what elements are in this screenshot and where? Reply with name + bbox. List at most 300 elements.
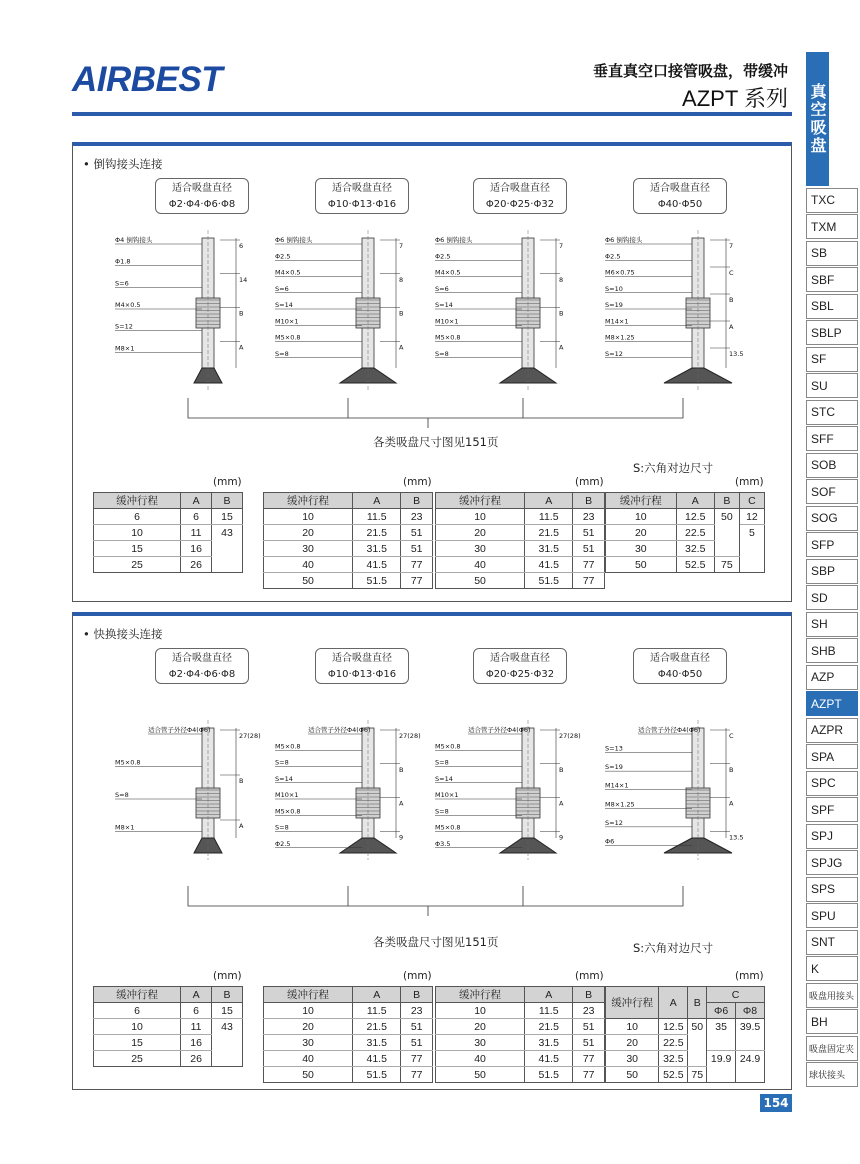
- table-cell: 51: [401, 525, 433, 541]
- table-row: [606, 525, 765, 541]
- table-row: [264, 1067, 433, 1083]
- sidebar-item-22[interactable]: SPC: [806, 771, 858, 796]
- callout-label: M5×0.8: [275, 807, 301, 816]
- callout-label: M5×0.8: [435, 823, 461, 832]
- part-diagram-2: [433, 688, 583, 868]
- table-row: [606, 1035, 765, 1051]
- table-cell: 10: [606, 509, 677, 525]
- table-cell: 10: [436, 509, 525, 525]
- table-row: [606, 1019, 765, 1035]
- sidebar-item-29[interactable]: K: [806, 956, 858, 981]
- part-drawing: [664, 230, 732, 390]
- table-cell: 26: [181, 557, 212, 573]
- dimension-label: A: [239, 343, 244, 352]
- sidebar-item-6[interactable]: SF: [806, 347, 858, 372]
- dimension-label: 7: [729, 242, 734, 250]
- table-header: A: [353, 493, 401, 509]
- table-cell: 40: [264, 557, 353, 573]
- dimension-label: B: [239, 309, 244, 318]
- table-row: [94, 1051, 243, 1067]
- spec-table: [605, 492, 765, 573]
- table-row: [94, 557, 243, 573]
- callout-label: M8×1.25: [605, 333, 635, 342]
- table-cell: 5: [739, 525, 764, 541]
- table-header: C: [739, 493, 764, 509]
- part-drawing: [340, 230, 396, 390]
- spec-table: [435, 986, 605, 1083]
- sidebar-item-21[interactable]: SPA: [806, 744, 858, 769]
- table-cell: 41.5: [525, 1051, 573, 1067]
- table-row: [436, 541, 605, 557]
- callout-label: 适合管子外径Φ4(Φ6): [638, 726, 701, 734]
- callout-label: M8×1.25: [605, 800, 635, 809]
- page-ref-note: 各类吸盘尺寸图见151页: [373, 435, 499, 449]
- size-box-line1: 适合吸盘直径: [172, 653, 232, 664]
- table-row: [436, 573, 605, 589]
- sidebar-item-2[interactable]: SB: [806, 241, 858, 266]
- table-row: [606, 1051, 765, 1067]
- part-drawing: [500, 720, 556, 860]
- table-header: 缓冲行程: [264, 493, 353, 509]
- table-cell: [714, 525, 739, 541]
- table-cell: 50: [436, 573, 525, 589]
- callout-label: M14×1: [605, 317, 629, 326]
- dimension-label: B: [399, 309, 404, 318]
- page-number: 154: [760, 1094, 792, 1112]
- table-cell: 15: [212, 1003, 243, 1019]
- table-cell: 52.5: [659, 1067, 688, 1083]
- hex-note: S:六角对边尺寸: [633, 461, 714, 475]
- table-cell: 25: [94, 557, 181, 573]
- callout-label: S=10: [605, 284, 623, 293]
- part-diagram-3: [603, 688, 753, 868]
- size-box-line1: 适合吸盘直径: [650, 183, 710, 194]
- dimension-label: B: [729, 765, 734, 774]
- sidebar-item-3[interactable]: SBF: [806, 267, 858, 292]
- table-cell: [212, 541, 243, 557]
- table-row: [264, 509, 433, 525]
- sidebar-item-8[interactable]: STC: [806, 400, 858, 425]
- part-drawing: [340, 720, 396, 860]
- table-cell: 23: [573, 509, 605, 525]
- table-row: [436, 1019, 605, 1035]
- callout-label: M4×0.5: [275, 268, 301, 277]
- table-cell: 75: [688, 1067, 707, 1083]
- unit-label: (mm): [575, 970, 604, 982]
- dimension-label: 13.5: [729, 833, 744, 842]
- table-cell: [714, 541, 739, 557]
- sidebar-item-33[interactable]: 球状接头: [806, 1062, 858, 1087]
- sidebar-item-4[interactable]: SBL: [806, 294, 858, 319]
- table-cell: 20: [606, 1035, 659, 1051]
- table-cell: 77: [573, 573, 605, 589]
- table-cell: 16: [181, 1035, 212, 1051]
- table-cell: 41.5: [353, 557, 401, 573]
- table-cell: 31.5: [353, 1035, 401, 1051]
- callout-label: M8×1: [115, 823, 135, 832]
- table-cell: 51: [573, 1019, 605, 1035]
- callout-label: M10×1: [435, 317, 459, 326]
- table-cell: 22.5: [676, 525, 714, 541]
- table-cell: 51: [401, 1019, 433, 1035]
- table-cell: 10: [94, 525, 181, 541]
- callout-label: M5×0.8: [115, 758, 141, 767]
- callout-label: S=19: [605, 763, 623, 772]
- callout-label: M6×0.75: [605, 268, 635, 277]
- sidebar-item-32[interactable]: 吸盘固定夹: [806, 1036, 858, 1061]
- dimension-label: A: [239, 822, 244, 830]
- sidebar-list: [806, 188, 858, 1088]
- dimension-label: 13.5: [729, 350, 744, 358]
- part-diagram-2: [433, 218, 583, 398]
- sidebar-item-11[interactable]: SOF: [806, 479, 858, 504]
- table-cell: 12.5: [676, 509, 714, 525]
- table-header: B: [212, 987, 243, 1003]
- sidebar-item-20[interactable]: AZPR: [806, 718, 858, 743]
- size-box-3: [633, 648, 727, 684]
- table-cell: 30: [264, 1035, 353, 1051]
- sidebar-item-25[interactable]: SPJG: [806, 850, 858, 875]
- table-cell: 24.9: [736, 1051, 765, 1067]
- table-cell: 50: [606, 1067, 659, 1083]
- size-box-line1: 适合吸盘直径: [650, 653, 710, 664]
- callout-label: S=12: [115, 322, 133, 331]
- table-cell: 15: [94, 1035, 181, 1051]
- callout-label: S=14: [275, 774, 293, 783]
- sidebar-item-15[interactable]: SD: [806, 585, 858, 610]
- table-row: [606, 541, 765, 557]
- table-cell: [688, 1035, 707, 1051]
- table-row: [94, 1035, 243, 1051]
- sidebar-item-5[interactable]: SBLP: [806, 320, 858, 345]
- sidebar: [806, 52, 858, 1087]
- size-box-line2: Φ20·Φ25·Φ32: [485, 669, 555, 680]
- sidebar-item-24[interactable]: SPJ: [806, 824, 858, 849]
- dimension-label: 7: [559, 242, 564, 250]
- table-cell: 40: [436, 1051, 525, 1067]
- table-row: [94, 525, 243, 541]
- table-cell: [736, 1067, 765, 1083]
- table-header: A: [181, 493, 212, 509]
- dimension-label: C: [729, 732, 734, 740]
- callout-label: S=6: [435, 284, 449, 293]
- table-cell: 77: [573, 557, 605, 573]
- spec-table: [435, 492, 605, 589]
- table-row: [606, 557, 765, 573]
- unit-label: (mm): [213, 476, 242, 488]
- table-cell: 12: [739, 509, 764, 525]
- table-cell: 20: [264, 525, 353, 541]
- section-label: • 倒钩接头连接: [83, 157, 163, 171]
- unit-label: (mm): [735, 476, 764, 488]
- table-cell: [739, 541, 764, 557]
- size-box-line2: Φ2·Φ4·Φ6·Φ8: [168, 199, 236, 210]
- table-header: B: [573, 987, 605, 1003]
- unit-label: (mm): [735, 970, 764, 982]
- table-cell: 77: [401, 573, 433, 589]
- dimension-label: 8: [559, 275, 564, 284]
- callout-label: M10×1: [275, 317, 299, 326]
- sidebar-item-9[interactable]: SFF: [806, 426, 858, 451]
- callout-label: S=14: [275, 301, 293, 309]
- table-row: [94, 509, 243, 525]
- part-diagram-0: [113, 688, 263, 868]
- dimension-label: B: [729, 296, 734, 304]
- table-cell: 11.5: [353, 509, 401, 525]
- callout-label: Φ4 倒钩接头: [115, 236, 153, 244]
- table-header: 缓冲行程: [94, 987, 181, 1003]
- callout-label: Φ3.5: [435, 839, 451, 848]
- spec-table: [605, 986, 765, 1083]
- table-header: 缓冲行程: [606, 493, 677, 509]
- table-row: [264, 541, 433, 557]
- dimension-label: 14: [239, 275, 248, 284]
- size-box-1: [315, 178, 409, 214]
- unit-label: (mm): [403, 476, 432, 488]
- table-cell: 30: [606, 541, 677, 557]
- table-cell: 77: [401, 1067, 433, 1083]
- size-box-line1: 适合吸盘直径: [490, 183, 550, 194]
- table-cell: 11.5: [353, 1003, 401, 1019]
- table-cell: 31.5: [353, 541, 401, 557]
- table-header: B: [401, 987, 433, 1003]
- header-divider: [72, 112, 792, 116]
- size-box-line1: 适合吸盘直径: [490, 653, 550, 664]
- table-row: [606, 1067, 765, 1083]
- brand-logo: AIRBEST: [72, 60, 223, 99]
- unit-label: (mm): [213, 970, 242, 982]
- table-cell: 51: [401, 541, 433, 557]
- table-cell: [212, 1051, 243, 1067]
- dimension-label: C: [729, 269, 734, 277]
- table-cell: 20: [264, 1019, 353, 1035]
- table-row: [94, 1019, 243, 1035]
- callout-label: S=8: [115, 791, 129, 799]
- size-box-line2: Φ20·Φ25·Φ32: [485, 199, 555, 210]
- sidebar-item-23[interactable]: SPF: [806, 797, 858, 822]
- spec-table: [263, 492, 433, 589]
- size-box-line1: 适合吸盘直径: [332, 183, 392, 194]
- table-cell: 40: [436, 557, 525, 573]
- sidebar-item-26[interactable]: SPS: [806, 877, 858, 902]
- table-header: B: [688, 987, 707, 1019]
- table-header: B: [714, 493, 739, 509]
- table-cell: 50: [714, 509, 739, 525]
- table-cell: 51: [573, 541, 605, 557]
- sidebar-item-14[interactable]: SBP: [806, 559, 858, 584]
- table-cell: 32.5: [676, 541, 714, 557]
- sidebar-item-16[interactable]: SH: [806, 612, 858, 637]
- dimension-label: A: [559, 343, 564, 352]
- dimension-label: 9: [559, 833, 564, 842]
- table-cell: [688, 1051, 707, 1067]
- callout-label: S=6: [115, 279, 129, 288]
- table-row: [436, 525, 605, 541]
- table-row: [264, 1035, 433, 1051]
- table-cell: 51.5: [353, 1067, 401, 1083]
- table-row: [264, 1051, 433, 1067]
- table-cell: 6: [94, 509, 181, 525]
- sidebar-item-0[interactable]: TXC: [806, 188, 858, 213]
- sidebar-item-12[interactable]: SOG: [806, 506, 858, 531]
- page-ref-note: 各类吸盘尺寸图见151页: [373, 935, 499, 949]
- table-cell: 51.5: [525, 1067, 573, 1083]
- table-cell: 25: [94, 1051, 181, 1067]
- sidebar-item-17[interactable]: SHB: [806, 638, 858, 663]
- table-cell: 20: [606, 525, 677, 541]
- table-header: B: [401, 493, 433, 509]
- dimension-label: A: [559, 799, 564, 808]
- table-header: 缓冲行程: [94, 493, 181, 509]
- table-cell: [736, 1035, 765, 1051]
- table-cell: 23: [401, 1003, 433, 1019]
- dimension-label: A: [729, 323, 734, 331]
- table-cell: 50: [606, 557, 677, 573]
- table-cell: 26: [181, 1051, 212, 1067]
- table-cell: 50: [264, 1067, 353, 1083]
- table-cell: 35: [707, 1019, 736, 1035]
- table-header: A: [353, 987, 401, 1003]
- callout-label: S=8: [435, 758, 449, 767]
- table-cell: 32.5: [659, 1051, 688, 1067]
- sidebar-item-18[interactable]: AZP: [806, 665, 858, 690]
- dimension-label: 8: [399, 275, 404, 284]
- table-cell: 51.5: [525, 573, 573, 589]
- size-box-1: [315, 648, 409, 684]
- callout-label: M8×1: [115, 344, 135, 353]
- callout-label: Φ2.5: [605, 252, 621, 261]
- size-box-line2: Φ2·Φ4·Φ6·Φ8: [168, 669, 236, 680]
- table-cell: 30: [264, 541, 353, 557]
- table-cell: 77: [401, 557, 433, 573]
- table-cell: 77: [573, 1067, 605, 1083]
- table-cell: 10: [436, 1003, 525, 1019]
- table-cell: 10: [264, 509, 353, 525]
- dimension-label: B: [239, 777, 244, 785]
- dimension-label: A: [729, 799, 734, 808]
- table-cell: 30: [436, 541, 525, 557]
- table-row: [436, 557, 605, 573]
- callout-label: S=8: [435, 349, 449, 358]
- callout-label: S=8: [275, 349, 289, 358]
- table-cell: 21.5: [353, 1019, 401, 1035]
- unit-label: (mm): [403, 970, 432, 982]
- dimension-label: A: [399, 343, 404, 352]
- size-box-2: [473, 648, 567, 684]
- table-row: [94, 1003, 243, 1019]
- sidebar-item-19[interactable]: AZPT: [806, 691, 858, 716]
- sidebar-item-30[interactable]: 吸盘用接头: [806, 983, 858, 1008]
- table-cell: 30: [436, 1035, 525, 1051]
- callout-label: Φ6: [605, 837, 615, 846]
- part-diagram-1: [273, 688, 423, 868]
- size-box-0: [155, 178, 249, 214]
- table-cell: 43: [212, 525, 243, 541]
- table-row: [94, 541, 243, 557]
- table-header: 缓冲行程: [264, 987, 353, 1003]
- sidebar-item-28[interactable]: SNT: [806, 930, 858, 955]
- table-cell: 51.5: [353, 573, 401, 589]
- callout-label: M5×0.8: [275, 742, 301, 751]
- table-cell: 51: [573, 1035, 605, 1051]
- table-row: [436, 1051, 605, 1067]
- part-diagram-0: [113, 218, 263, 398]
- sidebar-item-7[interactable]: SU: [806, 373, 858, 398]
- callout-label: M10×1: [275, 791, 299, 799]
- callout-label: 适合管子外径Φ4(Φ6): [308, 726, 371, 734]
- table-cell: 77: [401, 1051, 433, 1067]
- table-cell: 19.9: [707, 1051, 736, 1067]
- dimension-label: 6: [239, 242, 244, 250]
- size-box-line2: Φ10·Φ13·Φ16: [327, 199, 397, 210]
- table-cell: 15: [212, 509, 243, 525]
- part-diagram-1: [273, 218, 423, 398]
- table-cell: 6: [181, 1003, 212, 1019]
- spec-table: [93, 492, 243, 573]
- dimension-label: B: [399, 765, 404, 774]
- table-cell: 21.5: [525, 1019, 573, 1035]
- spec-table: [263, 986, 433, 1083]
- table-cell: 50: [264, 573, 353, 589]
- table-cell: 40: [264, 1051, 353, 1067]
- dimension-label: 27(28): [399, 732, 421, 740]
- section-quick: [72, 612, 792, 1090]
- sidebar-item-10[interactable]: SOB: [806, 453, 858, 478]
- table-header: C: [707, 987, 765, 1003]
- part-drawing: [194, 230, 236, 390]
- hex-note: S:六角对边尺寸: [633, 941, 714, 955]
- callout-label: M14×1: [605, 781, 629, 790]
- sidebar-item-27[interactable]: SPU: [806, 903, 858, 928]
- table-cell: 20: [436, 525, 525, 541]
- table-header: 缓冲行程: [606, 987, 659, 1019]
- table-header: 缓冲行程: [436, 987, 525, 1003]
- sidebar-item-31[interactable]: BH: [806, 1009, 858, 1034]
- table-header: B: [212, 493, 243, 509]
- table-header: 缓冲行程: [436, 493, 525, 509]
- table-cell: 52.5: [676, 557, 714, 573]
- bracket-line: [73, 886, 793, 916]
- size-box-3: [633, 178, 727, 214]
- sidebar-title: 真空吸盘: [806, 52, 829, 186]
- callout-label: M5×0.8: [275, 333, 301, 342]
- callout-label: M5×0.8: [435, 742, 461, 751]
- size-box-line1: 适合吸盘直径: [172, 183, 232, 194]
- table-subheader: Φ6: [707, 1003, 736, 1019]
- table-cell: 6: [94, 1003, 181, 1019]
- table-row: [606, 509, 765, 525]
- callout-label: S=8: [435, 807, 449, 816]
- part-drawing: [664, 720, 732, 860]
- sidebar-item-1[interactable]: TXM: [806, 214, 858, 239]
- table-row: [264, 1003, 433, 1019]
- table-header: A: [181, 987, 212, 1003]
- callout-label: S=12: [605, 349, 623, 358]
- table-cell: 11.5: [525, 1003, 573, 1019]
- size-box-line2: Φ40·Φ50: [657, 669, 703, 680]
- table-cell: 41.5: [525, 557, 573, 573]
- table-cell: 11: [181, 525, 212, 541]
- sidebar-item-13[interactable]: SFP: [806, 532, 858, 557]
- table-cell: 21.5: [525, 525, 573, 541]
- size-box-line2: Φ40·Φ50: [657, 199, 703, 210]
- part-diagram-3: [603, 218, 753, 398]
- table-row: [436, 1003, 605, 1019]
- callout-label: Φ1.8: [115, 257, 131, 266]
- callout-label: M4×0.5: [115, 301, 141, 309]
- table-cell: 16: [181, 541, 212, 557]
- page-subtitle: 垂直真空口接管吸盘，带缓冲: [592, 62, 788, 80]
